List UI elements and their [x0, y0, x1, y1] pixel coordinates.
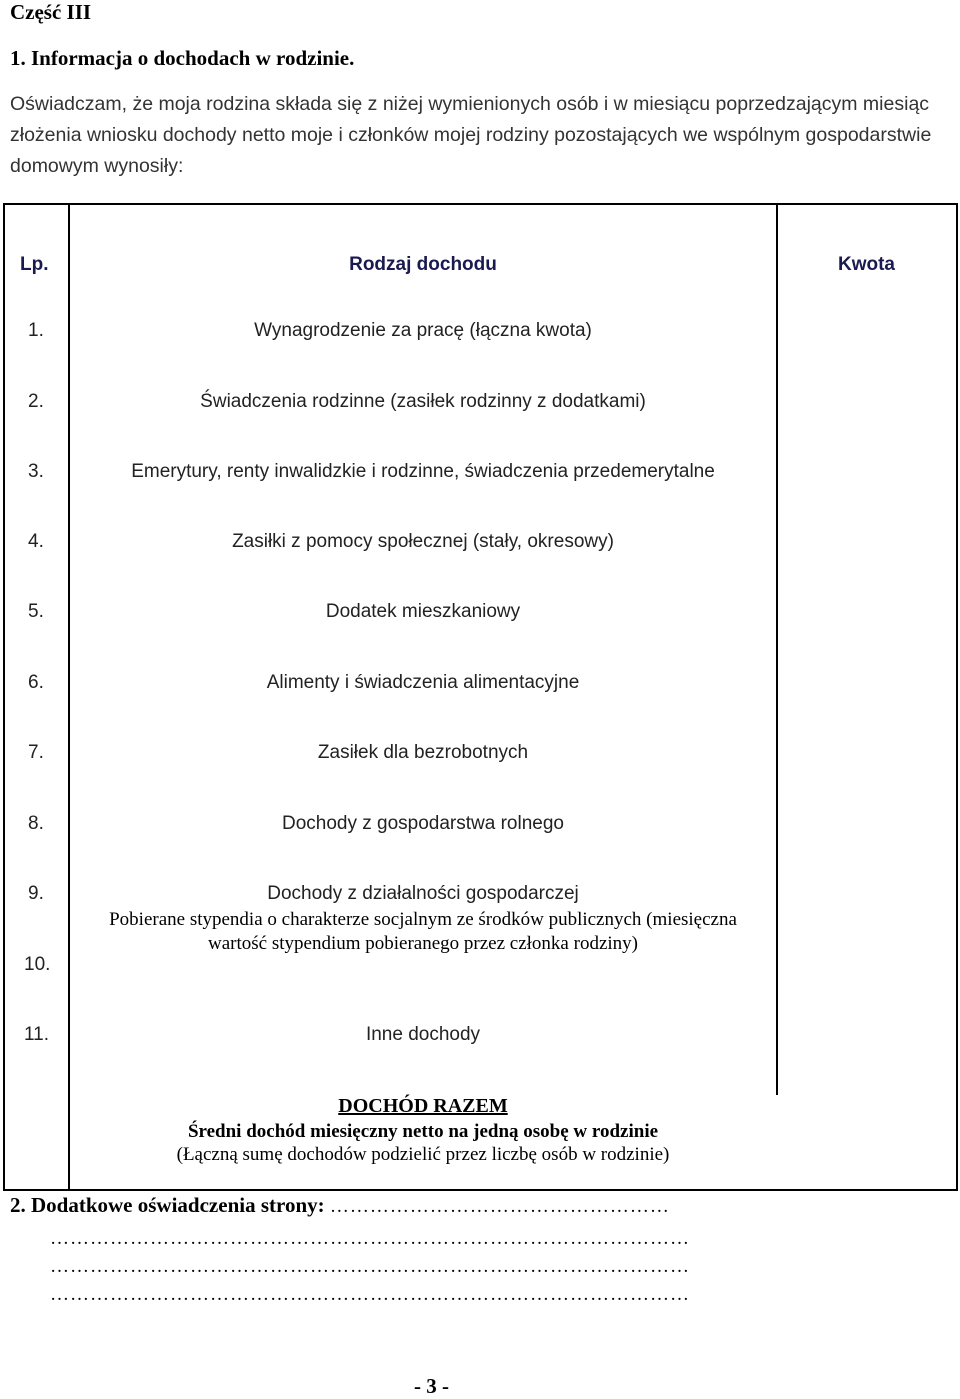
section-2-dots-line-3[interactable]: …………………………………………………………………………………… [50, 1284, 690, 1305]
part-title: Część III [10, 0, 92, 24]
row-7-label: Zasiłek dla bezrobotnych [317, 742, 529, 763]
row-10-lp: 10. [24, 954, 51, 975]
row-1-lp: 1. [28, 320, 44, 341]
section-2-title [10, 1193, 670, 1218]
row-8-amount-field[interactable] [780, 793, 956, 853]
section-2-title-text: 2. Dodatkowe oświadczenia strony: [10, 1193, 325, 1217]
row-9-lp: 9. [28, 883, 44, 904]
row-8-lp: 8. [28, 813, 44, 834]
intro-statement: Oświadczam, że moja rodzina składa się z niżej wymienionych osób i w miesiącu poprzedzającym miesiąc złożenia wniosku dochody netto moje i członków mojej rodziny pozostających we wspólnym gospodarstwie domowym wynosiły: [10, 93, 932, 177]
header-amount: Kwota [838, 254, 895, 275]
page-number: - 3 - [414, 1374, 449, 1398]
row-9-label: Dochody z działalności gospodarczej [267, 883, 579, 904]
row-11-lp: 11. [24, 1024, 50, 1045]
row-3-lp: 3. [28, 461, 44, 482]
section-2-dots-line-2[interactable]: …………………………………………………………………………………… [50, 1256, 690, 1277]
section-2-dots-line-1[interactable]: …………………………………………………………………………………… [50, 1228, 690, 1249]
row-4-amount-field[interactable] [780, 511, 956, 571]
section-2-dots-line-0[interactable]: …………………………………………… [329, 1196, 670, 1217]
column-divider-amount [776, 203, 778, 1095]
header-income-type: Rodzaj dochodu [349, 254, 497, 275]
row-3-label: Emerytury, renty inwalidzkie i rodzinne, świadczenia przedemerytalne [131, 461, 715, 482]
row-6-lp: 6. [28, 672, 44, 693]
row-6-amount-field[interactable] [780, 652, 956, 712]
row-8-label: Dochody z gospodarstwa rolnego [281, 813, 564, 834]
row-4-label: Zasiłki z pomocy społecznej (stały, okresowy) [232, 531, 614, 552]
row-2-amount-field[interactable] [780, 371, 956, 431]
average-income-amount-field[interactable] [780, 1095, 956, 1189]
row-5-lp: 5. [28, 601, 44, 622]
row-4-lp: 4. [28, 531, 44, 552]
row-3-amount-field[interactable] [780, 441, 956, 501]
row-10-label-line2: wartość stypendium pobieranego przez członka rodziny) [208, 933, 638, 954]
total-income-label: DOCHÓD RAZEM [338, 1095, 508, 1117]
row-7-lp: 7. [28, 742, 44, 763]
row-1-label: Wynagrodzenie za pracę (łączna kwota) [254, 320, 592, 341]
row-11-amount-field[interactable] [780, 1004, 956, 1064]
row-6-label: Alimenty i świadczenia alimentacyjne [266, 672, 580, 693]
row-10-label-line1: Pobierane stypendia o charakterze socjalnym ze środków publicznych (miesięczna [109, 909, 737, 930]
row-2-lp: 2. [28, 391, 44, 412]
row-2-label: Świadczenia rodzinne (zasiłek rodzinny z dodatkami) [200, 391, 646, 412]
row-1-amount-field[interactable] [780, 300, 956, 360]
row-5-label: Dodatek mieszkaniowy [325, 601, 521, 622]
row-5-amount-field[interactable] [780, 581, 956, 641]
row-11-label: Inne dochody [365, 1024, 481, 1045]
row-9-amount-field[interactable] [780, 863, 956, 903]
average-income-label: Średni dochód miesięczny netto na jedną osobę w rodzinie [187, 1121, 659, 1142]
average-income-note: (Łączną sumę dochodów podzielić przez liczbę osób w rodzinie) [176, 1144, 670, 1165]
row-10-amount-field[interactable] [780, 905, 956, 985]
row-7-amount-field[interactable] [780, 722, 956, 782]
section-1-title: 1. Informacja o dochodach w rodzinie. [10, 46, 355, 70]
header-lp: Lp. [20, 254, 49, 275]
